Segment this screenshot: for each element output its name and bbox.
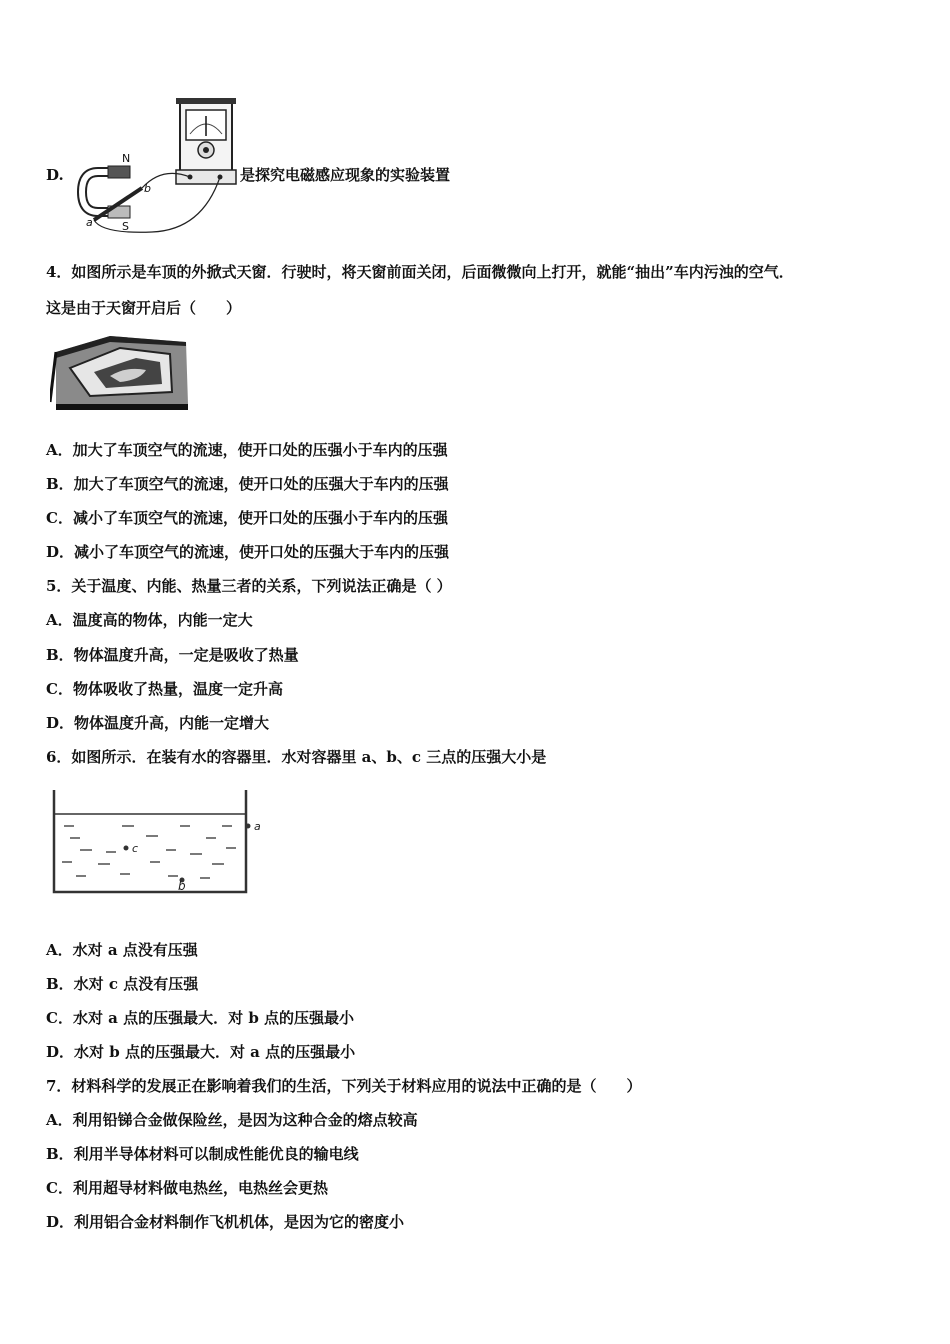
q4-option-a: A．加大了车顶空气的流速，使开口处的压强小于车内的压强 [46, 441, 448, 459]
q5-option-c: C．物体吸收了热量，温度一定升高 [46, 680, 283, 698]
magnet-north-label: N [122, 152, 131, 165]
rod-end-b-label: b [144, 182, 151, 195]
q7-option-c: C．利用超导材料做电热丝，电热丝会更热 [46, 1179, 328, 1197]
q6-option-d: D．水对 b 点的压强最大．对 a 点的压强最小 [46, 1043, 356, 1061]
q5-stem: 5．关于温度、内能、热量三者的关系，下列说法正确是（ ） [46, 577, 452, 595]
q3-option-d-text: 是探究电磁感应现象的实验装置 [240, 166, 451, 184]
water-container-figure [50, 786, 270, 898]
point-a-label: a [254, 820, 261, 833]
q7-stem: 7．材料科学的发展正在影响着我们的生活，下列关于材料应用的说法中正确的是（ ） [46, 1077, 642, 1095]
magnet-south-label: S [122, 220, 129, 233]
q4-option-c: C．减小了车顶空气的流速，使开口处的压强小于车内的压强 [46, 509, 448, 527]
q3-option-d-label: D. [46, 166, 64, 184]
q4-option-d: D．减小了车顶空气的流速，使开口处的压强大于车内的压强 [46, 543, 450, 561]
point-c-label: c [132, 842, 139, 855]
q5-option-a: A．温度高的物体，内能一定大 [46, 611, 253, 629]
q6-option-c: C．水对 a 点的压强最大．对 b 点的压强最小 [46, 1009, 355, 1027]
q4-stem-line2: 这是由于天窗开启后（ ） [46, 299, 242, 317]
q6-option-a: A．水对 a 点没有压强 [46, 941, 198, 959]
q4-option-b: B．加大了车顶空气的流速，使开口处的压强大于车内的压强 [46, 475, 449, 493]
point-b-label: b [178, 879, 186, 893]
q5-option-d: D．物体温度升高，内能一定增大 [46, 714, 270, 732]
q7-option-d: D．利用铝合金材料制作飞机机体，是因为它的密度小 [46, 1213, 405, 1231]
q7-option-a: A．利用铅锑合金做保险丝，是因为这种合金的熔点较高 [46, 1111, 418, 1129]
q6-stem: 6．如图所示．在装有水的容器里．水对容器里 a、b、c 三点的压强大小是 [46, 748, 547, 766]
q6-option-b: B．水对 c 点没有压强 [46, 975, 199, 993]
rod-end-a-label: a [86, 216, 93, 229]
q4-stem-line1: 4．如图所示是车顶的外掀式天窗．行驶时，将天窗前面关闭，后面微微向上打开，就能“抽出”车内污浊的空气． [46, 263, 794, 281]
electromagnetic-induction-figure [72, 96, 240, 234]
q7-option-b: B．利用半导体材料可以制成性能优良的输电线 [46, 1145, 359, 1163]
sunroof-figure [50, 332, 190, 410]
q5-option-b: B．物体温度升高，一定是吸收了热量 [46, 646, 299, 664]
